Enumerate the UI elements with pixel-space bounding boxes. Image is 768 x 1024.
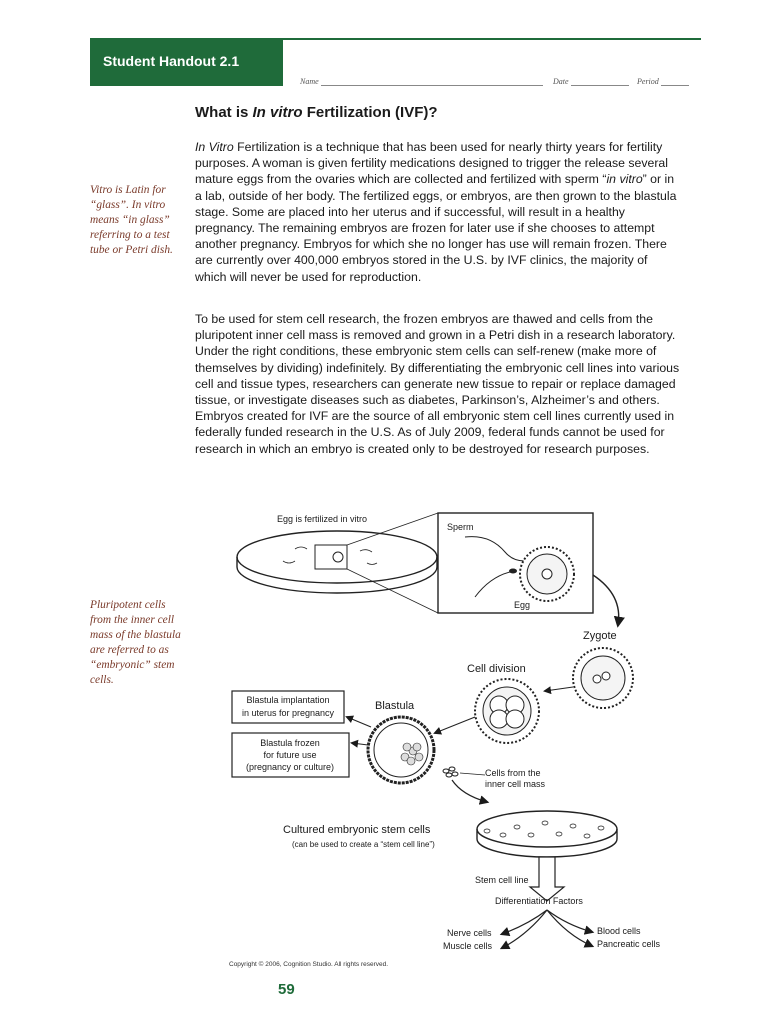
sidenote-pluripotent: Pluripotent cells from the inner cell mass of the blastula are referred to as “embryonic” stem cells. (90, 599, 181, 686)
zygote-label: Zygote (583, 630, 617, 642)
page-title: What is In vitro Fertilization (IVF)? (195, 104, 438, 121)
name-blank (321, 85, 543, 86)
cell-division-label: Cell division (467, 663, 526, 675)
date-field-line (553, 77, 629, 86)
pancreatic-cells-label: Pancreatic cells (597, 939, 661, 949)
blood-cells-label: Blood cells (597, 926, 641, 936)
differentiation-label: Differentiation Factors (495, 896, 583, 906)
date-label: Date (553, 77, 569, 86)
inner-cell-mass-cells (443, 767, 458, 777)
cultured-label: Cultured embryonic stem cells (283, 824, 431, 836)
implant-text-2: in uterus for pregnancy (241, 708, 335, 718)
page-number: 59 (278, 981, 295, 998)
implant-text-1: Blastula implantation (246, 695, 330, 705)
stem-cell-line-label: Stem cell line (475, 875, 529, 885)
date-blank (571, 85, 629, 86)
inner-mass-text-2: inner cell mass (485, 779, 546, 789)
nerve-cells-label: Nerve cells (447, 928, 492, 938)
dividing-cell (475, 679, 539, 743)
egg-cell (520, 547, 574, 601)
culture-dish (477, 811, 617, 857)
paragraph-stem-cells: To be used for stem cell research, the frozen embryos are thawed and cells from the pluripotent inner cell mass is removed and grown in a Petri dish in a research laboratory. Under the right conditions, these embryonic stem cells can self-renew (make more of themselves by dividing) indefinitely. By differentiating the embryonic cell lines into various cell and tissue types, researchers can generate new tissue to repair or replace damaged tissue, or investigate diseases such as diabetes, Parkinson’s, Alzheimer’s and others. Embryos created for IVF are the source of all embryonic stem cell lines currently used in federally funded research in the U.S. As of July 2009, federal funds cannot be used for research in which an embryo is created only to be destroyed for research purposes. (195, 312, 680, 456)
paragraph-ivf: In Vitro Fertilization is a technique that has been used for nearly thirty years for fertility purposes. A woman is given fertility medications designed to trigger the release several mature eggs from the ovaries which are collected and fertilized with sperm “in vitro” or in a lab, outside of her body. The fertilized eggs, or embryos, are then grown to the blastula stage. Some are placed into her uterus and if successful, will result in a healthy pregnancy. The remaining embryos are frozen for later use if she chooses to attempt another pregnancy. Embryos for which she no longer has use will remain frozen. There are currently over 400,000 embryos stored in the U.S. by IVF clinics, the majority of which will never be used for reproduction. (195, 140, 677, 284)
frozen-text-1: Blastula frozen (260, 738, 320, 748)
handout-header-band (90, 38, 283, 86)
egg-label: Egg (514, 600, 531, 610)
stem-line-arrow (530, 857, 564, 901)
blastula-cell (368, 717, 434, 783)
name-label: Name (300, 77, 319, 86)
frozen-text-2: for future use (263, 750, 317, 760)
period-blank (661, 85, 689, 86)
zygote-cell (573, 648, 633, 708)
inner-mass-text-1: Cells from the (485, 768, 541, 778)
handout-label: Student Handout 2.1 (103, 53, 240, 69)
cultured-note: (can be used to create a “stem cell line”) (292, 840, 435, 849)
period-field-line (637, 77, 689, 86)
name-field-line (300, 77, 543, 86)
period-label: Period (637, 77, 659, 86)
header-rule (283, 38, 701, 40)
sidenote-vitro: Vitro is Latin for “glass”. In vitro means “in glass” referring to a test tube or Petri dish. (90, 184, 173, 256)
egg-fertilized-label: Egg is fertilized in vitro (277, 514, 368, 524)
ivf-process-diagram (225, 505, 685, 965)
petri-dish-egg (237, 531, 437, 593)
blastula-label: Blastula (375, 700, 415, 712)
muscle-cells-label: Muscle cells (443, 941, 493, 951)
frozen-text-3: (pregnancy or culture) (245, 762, 335, 772)
sperm-label: Sperm (447, 522, 474, 532)
copyright-notice: Copyright © 2006, Cognition Studio. All rights reserved. (229, 961, 389, 968)
